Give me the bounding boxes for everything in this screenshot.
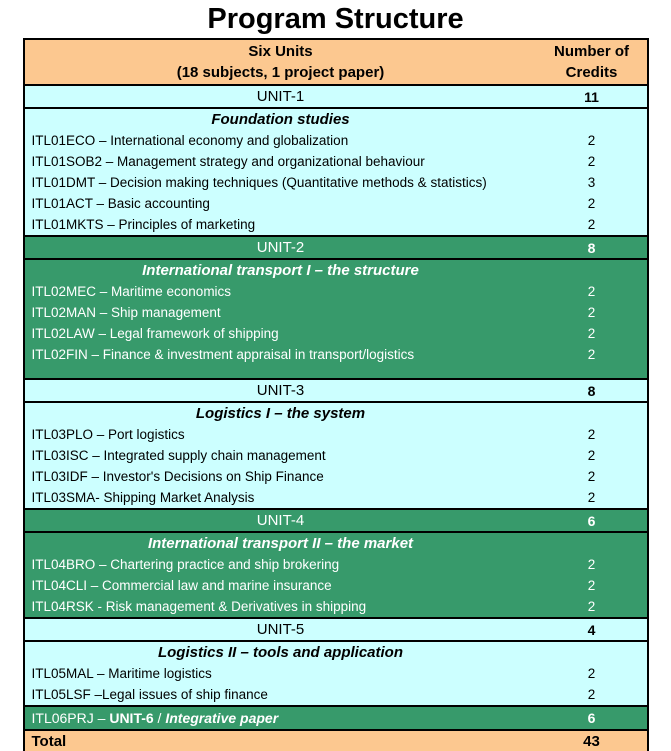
project-unit-6: UNIT-6 — [109, 710, 154, 726]
course-label: ITL03IDF – Investor's Decisions on Ship Finance — [31, 469, 324, 484]
header-number-of: Number of — [554, 43, 629, 60]
program-structure-table — [23, 38, 649, 751]
unit-4-label: UNIT-4 — [256, 512, 305, 529]
course-credits: 2 — [587, 599, 596, 614]
unit-1-credits: 11 — [584, 88, 599, 105]
unit-1-section-title: Foundation studies — [211, 111, 350, 128]
unit-5-section — [25, 642, 647, 707]
course-row — [25, 445, 647, 466]
unit-row-5 — [25, 619, 647, 642]
unit-4-credits: 6 — [587, 512, 596, 529]
unit-3-label: UNIT-3 — [256, 382, 305, 399]
course-credits: 2 — [587, 154, 596, 169]
course-row — [25, 344, 647, 365]
course-credits: 2 — [587, 217, 596, 232]
unit-3-section-title: Logistics I – the system — [195, 405, 366, 422]
header-six-units: Six Units — [248, 43, 313, 60]
course-label: ITL03PLO – Port logistics — [31, 427, 185, 442]
unit-row-2 — [25, 237, 647, 260]
course-row — [25, 323, 647, 344]
total-credits: 43 — [583, 732, 600, 750]
unit-4-section-title: International transport II – the market — [147, 535, 414, 552]
page-title: Program Structure — [207, 3, 464, 35]
course-credits: 2 — [587, 557, 596, 572]
course-credits: 2 — [587, 196, 596, 211]
unit-2-section — [25, 260, 647, 380]
course-label: ITL02MEC – Maritime economics — [31, 284, 232, 299]
course-credits: 2 — [587, 666, 596, 681]
unit-3-credits: 8 — [587, 382, 596, 399]
unit-2-label: UNIT-2 — [256, 239, 305, 256]
course-row — [25, 466, 647, 487]
course-label: ITL04BRO – Chartering practice and ship brokering — [31, 557, 340, 572]
course-credits: 2 — [587, 448, 596, 463]
course-credits: 2 — [587, 347, 596, 362]
course-label: ITL01ACT – Basic accounting — [31, 196, 210, 211]
project-paper-title: Integrative paper — [165, 710, 279, 726]
course-row — [25, 214, 647, 235]
course-credits: 2 — [587, 578, 596, 593]
course-label: ITL04CLI – Commercial law and marine insurance — [31, 578, 332, 593]
course-label: ITL03ISC – Integrated supply chain management — [31, 448, 326, 463]
table-header-credits — [537, 41, 647, 83]
course-label: ITL01DMT – Decision making techniques (Quantitative methods & statistics) — [31, 175, 487, 190]
unit-2-section-title: International transport I – the structure — [142, 262, 419, 279]
project-paper-label — [25, 710, 537, 726]
unit-5-credits: 4 — [587, 621, 596, 638]
course-row — [25, 684, 647, 705]
course-row — [25, 193, 647, 214]
course-label: ITL01MKTS – Principles of marketing — [31, 217, 256, 232]
course-label: ITL01ECO – International economy and globalization — [31, 133, 349, 148]
header-credits: Credits — [565, 64, 618, 81]
course-row — [25, 596, 647, 617]
header-subjects-note: (18 subjects, 1 project paper) — [176, 64, 385, 81]
total-row — [25, 731, 647, 751]
unit-row-1 — [25, 86, 647, 109]
course-label: ITL04RSK - Risk management & Derivatives in shipping — [31, 599, 367, 614]
unit-row-3 — [25, 380, 647, 403]
project-separator: / — [153, 710, 166, 726]
course-row — [25, 575, 647, 596]
course-row — [25, 130, 647, 151]
course-label: ITL03SMA- Shipping Market Analysis — [31, 490, 255, 505]
project-prefix: ITL06PRJ – — [31, 710, 110, 726]
unit-4-section — [25, 533, 647, 619]
course-row — [25, 554, 647, 575]
course-row — [25, 151, 647, 172]
course-row — [25, 424, 647, 445]
table-header-subjects — [25, 41, 537, 83]
course-label: ITL01SOB2 – Management strategy and organizational behaviour — [31, 154, 425, 169]
unit-1-section — [25, 109, 647, 237]
course-label: ITL05MAL – Maritime logistics — [31, 666, 212, 681]
unit-5-label: UNIT-5 — [256, 621, 305, 638]
course-label: ITL05LSF –Legal issues of ship finance — [31, 687, 268, 702]
course-label: ITL02LAW – Legal framework of shipping — [31, 326, 279, 341]
course-row — [25, 663, 647, 684]
course-credits: 2 — [587, 284, 596, 299]
course-credits: 2 — [587, 490, 596, 505]
course-row — [25, 487, 647, 508]
unit-2-credits: 8 — [587, 239, 596, 256]
course-credits: 2 — [587, 427, 596, 442]
total-label: Total — [31, 732, 67, 750]
course-credits: 2 — [587, 305, 596, 320]
unit-1-label: UNIT-1 — [256, 88, 305, 105]
project-paper-credits: 6 — [587, 710, 596, 726]
course-credits: 2 — [587, 326, 596, 341]
course-credits: 2 — [587, 687, 596, 702]
project-paper-row — [25, 707, 647, 731]
course-credits: 2 — [587, 469, 596, 484]
course-row — [25, 302, 647, 323]
unit-3-section — [25, 403, 647, 510]
course-row — [25, 172, 647, 193]
unit-5-section-title: Logistics II – tools and application — [157, 644, 404, 661]
table-header-row — [25, 40, 647, 86]
course-label: ITL02FIN – Finance & investment appraisal in transport/logistics — [31, 347, 415, 362]
course-label: ITL02MAN – Ship management — [31, 305, 221, 320]
unit-row-4 — [25, 510, 647, 533]
course-credits: 2 — [587, 133, 596, 148]
course-row — [25, 281, 647, 302]
course-credits: 3 — [587, 175, 596, 190]
